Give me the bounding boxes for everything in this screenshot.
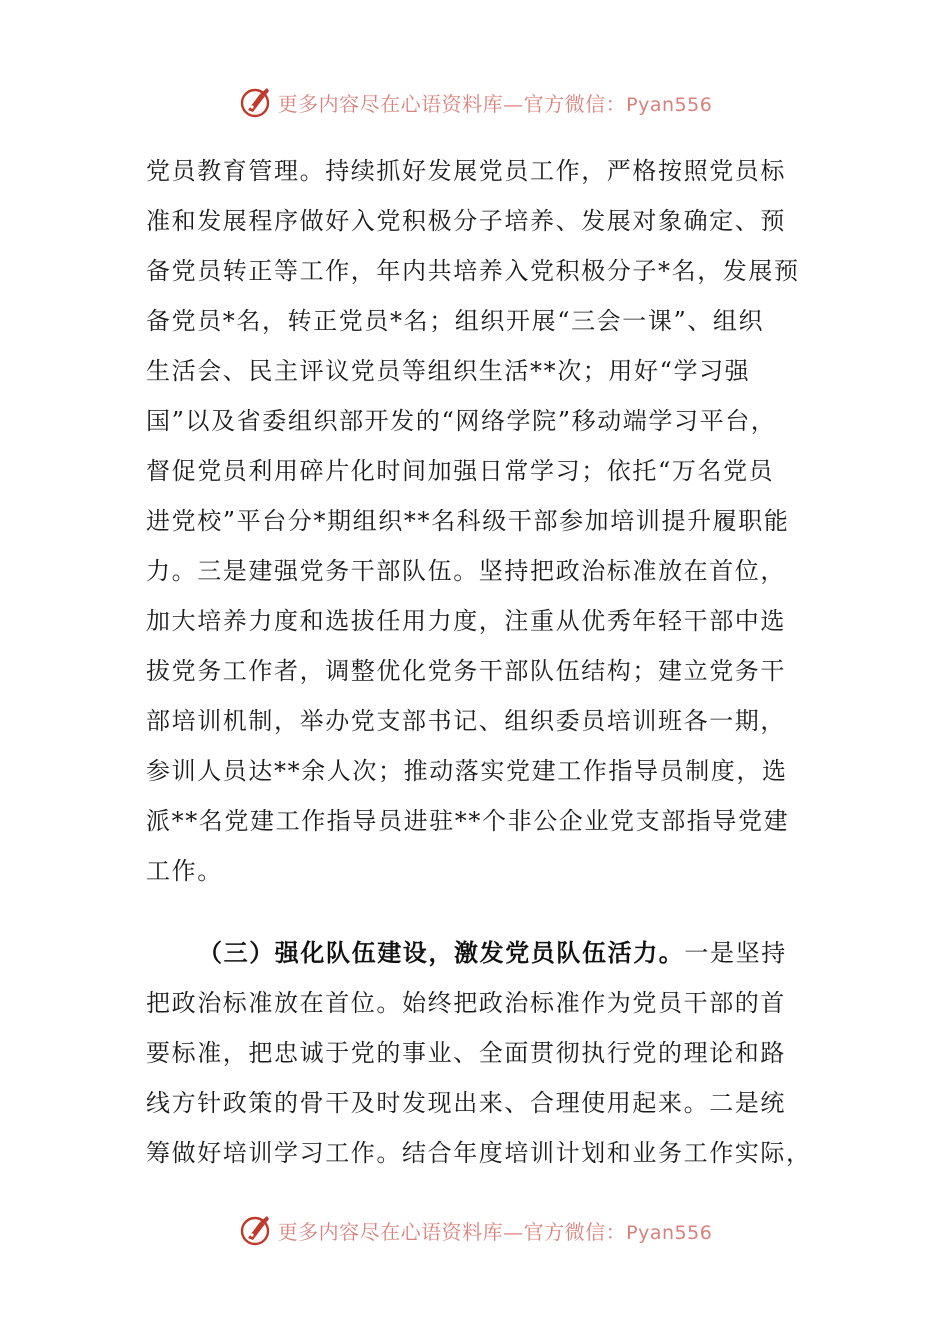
text-line: 生活会、民主评议党员等组织生活**次；用好“学习强 <box>146 357 751 385</box>
text-line: 筹做好培训学习工作。结合年度培训计划和业务工作实际， <box>146 1139 812 1167</box>
banner-text: 更多内容尽在心语资料库—官方微信：Pyan556 <box>277 91 713 116</box>
text-line: 加大培养力度和选拔任用力度，注重从优秀年轻干部中选 <box>146 607 786 635</box>
text-line: 力。三是建强党务干部队伍。坚持把政治标准放在首位， <box>146 557 786 585</box>
paragraph-1 <box>146 146 806 896</box>
text-line: 备党员转正等工作，年内共培养入党积极分子*名，发展预 <box>146 257 800 285</box>
footer-banner <box>0 1210 950 1250</box>
wechat-id: Pyan556 <box>626 1221 713 1244</box>
paragraph-2 <box>146 928 812 1178</box>
pen-nib-circle-icon <box>238 84 274 120</box>
text-line: 进党校”平台分*期组织**名科级干部参加培训提升履职能 <box>146 507 790 535</box>
text-line: 线方针政策的骨干及时发现出来、合理使用起来。二是统 <box>146 1089 786 1117</box>
text-line: 工作。 <box>146 857 223 885</box>
text-line: 党员教育管理。持续抓好发展党员工作，严格按照党员标 <box>146 157 786 185</box>
header-banner <box>0 82 950 122</box>
text-line: 拔党务工作者，调整优化党务干部队伍结构；建立党务干 <box>146 657 786 685</box>
wechat-id: Pyan556 <box>626 93 713 116</box>
text-line: 要标准，把忠诚于党的事业、全面贯彻执行党的理论和路 <box>146 1039 786 1067</box>
text-line: 备党员*名，转正党员*名；组织开展“三会一课”、组织 <box>146 307 765 335</box>
paragraph-2-first-line: （三）强化队伍建设，激发党员队伍活力。一是坚持 <box>198 938 787 967</box>
banner-text: 更多内容尽在心语资料库—官方微信：Pyan556 <box>277 1219 713 1244</box>
pen-nib-circle-icon <box>238 1212 274 1248</box>
text-line: 国”以及省委组织部开发的“网络学院”移动端学习平台， <box>146 407 777 435</box>
text-line: 把政治标准放在首位。始终把政治标准作为党员干部的首 <box>146 989 786 1017</box>
text-line: 参训人员达**余人次；推动落实党建工作指导员制度，选 <box>146 757 788 785</box>
text-line: 派**名党建工作指导员进驻**个非公企业党支部指导党建 <box>146 807 790 835</box>
section-heading: （三）强化队伍建设，激发党员队伍活力。 <box>198 938 685 967</box>
text-line: 督促党员利用碎片化时间加强日常学习；依托“万名党员 <box>146 457 775 485</box>
text-line: 准和发展程序做好入党积极分子培养、发展对象确定、预 <box>146 207 786 235</box>
text-line: 部培训机制，举办党支部书记、组织委员培训班各一期， <box>146 707 786 735</box>
